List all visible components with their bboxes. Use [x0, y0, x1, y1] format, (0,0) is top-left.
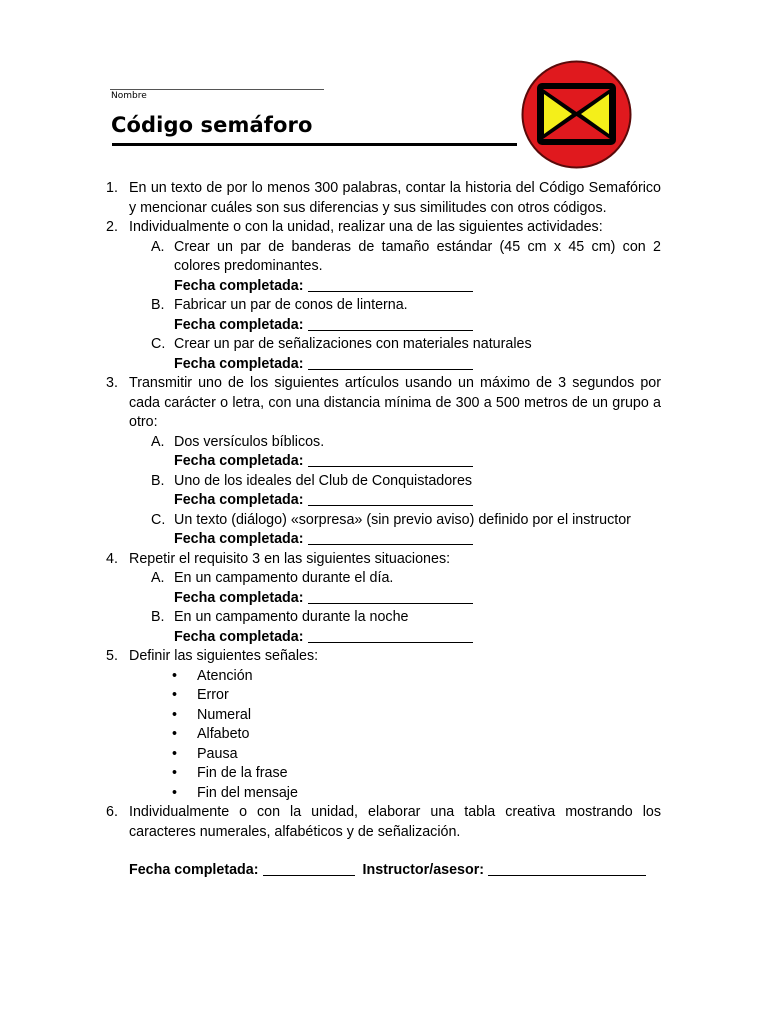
item-number: 3. — [106, 375, 118, 391]
fecha-blank[interactable] — [308, 316, 473, 331]
item-number: 2. — [106, 219, 118, 235]
item-text: En un texto de por lo menos 300 palabras, contar la historia del Código Semafórico y mencionar cuáles son sus diferencias y sus similitudes con otros códigos. — [129, 180, 661, 216]
sub-item-text: Uno de los ideales del Club de Conquistadores — [174, 472, 473, 489]
sub-item-letter: B. — [151, 609, 165, 625]
sub-item-letter: B. — [151, 472, 165, 489]
fecha-label: Fecha completada: — [174, 589, 304, 606]
bullet-dot: • — [172, 784, 178, 801]
bullet-dot: • — [172, 706, 178, 723]
sub-item-letter: C. — [151, 511, 166, 528]
sub-item-text: Crear un par de señalizaciones con materiales naturales — [174, 336, 532, 352]
item-text: Repetir el requisito 3 en las siguientes situaciones: — [129, 550, 451, 567]
semaphore-flags-badge-icon — [521, 60, 632, 169]
fecha-label: Fecha completada: — [174, 628, 304, 645]
page-title: Código semáforo — [111, 113, 313, 137]
nombre-label: Nombre — [111, 91, 147, 101]
item-number: 6. — [106, 804, 118, 820]
bullet-text: Pausa — [197, 745, 238, 762]
fecha-completada-line — [0, 355, 768, 375]
sub-item-letter: A. — [151, 433, 165, 450]
sub-item-text: En un campamento durante la noche — [174, 609, 409, 625]
sub-item — [0, 569, 661, 589]
item-number: 4. — [106, 550, 118, 567]
sub-item — [0, 335, 661, 355]
fecha-blank[interactable] — [308, 628, 473, 643]
bullet-text: Fin de la frase — [197, 765, 288, 781]
list-item — [0, 647, 661, 667]
fecha-completada-line — [0, 530, 768, 550]
fecha-blank[interactable] — [308, 491, 473, 506]
list-item — [0, 218, 661, 238]
item-text: Transmitir uno de los siguientes artículos usando un máximo de 3 segundos por cada carácter o letra, con una distancia mínima de 300 a 500 metros de un grupo a otro: — [129, 375, 661, 430]
list-item — [0, 179, 661, 218]
sub-item — [0, 608, 661, 628]
bullet-text: Atención — [197, 667, 253, 684]
sub-item-letter: B. — [151, 297, 165, 313]
fecha-completada-line — [0, 277, 768, 297]
bullet-text: Fin del mensaje — [197, 784, 298, 801]
list-item — [0, 803, 661, 842]
footer-fecha-blank[interactable] — [263, 861, 355, 876]
title-underline — [112, 143, 517, 146]
fecha-label: Fecha completada: — [174, 355, 304, 372]
fecha-blank[interactable] — [308, 355, 473, 370]
sub-item — [0, 472, 661, 492]
bullet-item — [0, 706, 768, 726]
bullet-item — [0, 725, 768, 745]
fecha-blank[interactable] — [308, 589, 473, 604]
item-number: 1. — [106, 180, 118, 196]
bullet-dot: • — [172, 667, 178, 684]
requirements-list — [0, 179, 768, 881]
bullet-item — [0, 784, 768, 804]
item-text: Definir las siguientes señales: — [129, 648, 319, 664]
fecha-blank[interactable] — [308, 277, 473, 292]
sub-item — [0, 433, 661, 453]
bullet-item — [0, 764, 768, 784]
footer-fecha-label: Fecha completada: — [129, 862, 259, 878]
bullet-dot: • — [172, 765, 178, 781]
item-text: Individualmente o con la unidad, realizar una de las siguientes actividades: — [129, 219, 603, 235]
list-item — [0, 550, 661, 570]
fecha-blank[interactable] — [308, 452, 473, 467]
bullet-dot: • — [172, 687, 178, 703]
bullet-dot: • — [172, 726, 178, 742]
sub-item-text: Dos versículos bíblicos. — [174, 433, 325, 450]
sub-item-letter: C. — [151, 336, 166, 352]
footer-instructor-blank[interactable] — [488, 861, 646, 876]
item-text: Individualmente o con la unidad, elaborar una tabla creativa mostrando los caracteres numerales, alfabéticos y de señalización. — [129, 804, 661, 840]
footer-instructor-label: Instructor/asesor: — [362, 862, 485, 878]
sub-item-text: En un campamento durante el día. — [174, 570, 394, 586]
list-item — [0, 374, 661, 433]
bullet-item — [0, 745, 768, 765]
bullet-text: Alfabeto — [197, 726, 250, 742]
sub-item-text: Un texto (diálogo) «sorpresa» (sin previo aviso) definido por el instructor — [174, 511, 631, 528]
fecha-completada-line — [0, 628, 768, 648]
bullet-text: Numeral — [197, 706, 252, 723]
sub-item-text: Fabricar un par de conos de linterna. — [174, 297, 408, 313]
sub-item — [0, 511, 661, 531]
bullet-text: Error — [197, 687, 229, 703]
fecha-label: Fecha completada: — [174, 316, 304, 333]
sub-item-text: Crear un par de banderas de tamaño estándar (45 cm x 45 cm) con 2 colores predominantes. — [174, 238, 661, 274]
sub-item — [0, 238, 661, 277]
sub-item-letter: A. — [151, 238, 165, 255]
fecha-label: Fecha completada: — [174, 453, 304, 469]
fecha-label: Fecha completada: — [174, 492, 304, 508]
item-number: 5. — [106, 648, 118, 664]
sub-item-letter: A. — [151, 570, 165, 586]
fecha-completada-line — [0, 316, 768, 336]
fecha-completada-line — [0, 589, 768, 609]
sub-item — [0, 296, 661, 316]
bullet-dot: • — [172, 745, 178, 762]
nombre-line — [110, 89, 324, 90]
fecha-label: Fecha completada: — [174, 277, 304, 294]
fecha-label: Fecha completada: — [174, 531, 304, 547]
fecha-blank[interactable] — [308, 530, 473, 545]
fecha-completada-line — [0, 491, 768, 511]
bullet-item — [0, 686, 768, 706]
footer-signature-line — [0, 861, 768, 881]
bullet-item — [0, 667, 768, 687]
fecha-completada-line — [0, 452, 768, 472]
